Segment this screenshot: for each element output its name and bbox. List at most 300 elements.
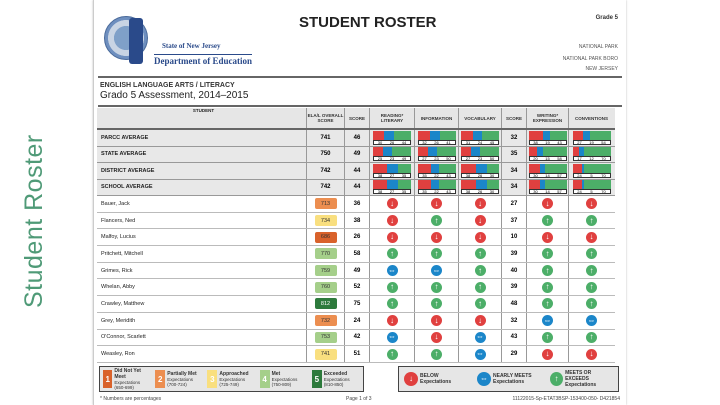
indicator-cell — [458, 346, 501, 362]
nearly-segment — [428, 147, 437, 156]
overall-cell — [306, 279, 344, 295]
conventions-cell — [568, 130, 614, 146]
overall-score-badge: 734 — [315, 215, 337, 226]
meets-arrow-icon: ↑ — [542, 282, 553, 293]
below-percent: 31 — [465, 139, 471, 145]
below-segment — [418, 131, 430, 140]
average-row — [97, 163, 615, 180]
below-segment — [573, 180, 582, 189]
level-range: (725-749) — [219, 382, 239, 387]
student-row — [97, 330, 615, 347]
indicator-cell — [369, 213, 414, 229]
indicator-cell — [526, 196, 568, 212]
writing-score: 40 — [501, 263, 526, 279]
expression-bar — [529, 131, 567, 145]
literary-cell — [369, 130, 414, 146]
meets-segment — [482, 131, 499, 140]
bar-values — [529, 173, 567, 178]
indicator-cell — [568, 279, 614, 295]
writing-score: 37 — [501, 213, 526, 229]
indicator-cell — [568, 263, 614, 279]
average-label: SCHOOL AVERAGE — [101, 184, 153, 191]
indicator-cell — [369, 346, 414, 362]
meets-percent: 50 — [446, 156, 451, 162]
expression-cell — [526, 180, 568, 196]
overall-score-badge: 760 — [315, 282, 337, 293]
legend-text — [565, 370, 613, 388]
meets-segment — [392, 147, 411, 156]
col-information: INFORMATION — [414, 108, 458, 128]
information-bar — [418, 147, 456, 161]
indicator-cell — [458, 213, 501, 229]
indicator-cell — [526, 246, 568, 262]
roster-table — [97, 108, 615, 363]
meets-segment — [398, 180, 411, 189]
level-sub: Expectations — [323, 377, 350, 382]
average-label: STATE AVERAGE — [101, 151, 147, 158]
indicator-cell — [458, 196, 501, 212]
nearly-percent: 26 — [389, 139, 395, 145]
stacked-bar — [418, 147, 456, 156]
below-segment — [418, 180, 431, 189]
bar-values — [418, 189, 456, 194]
student-name: Crawley, Matthew — [101, 300, 145, 307]
divider — [98, 76, 622, 78]
below-percent: 30 — [377, 139, 383, 145]
reading-score: 36 — [344, 196, 369, 212]
meets-arrow-icon: ↑ — [431, 215, 442, 226]
below-percent: 30 — [533, 189, 538, 195]
below-percent: 35 — [422, 189, 427, 195]
nearly-arrow-icon: ⇔ — [477, 372, 491, 386]
bar-values — [461, 173, 499, 178]
nearly-segment — [387, 164, 397, 173]
indicator-cell — [369, 196, 414, 212]
average-row — [97, 130, 615, 147]
information-bar — [418, 164, 456, 178]
below-arrow-icon: ↓ — [431, 198, 442, 209]
nearly-percent: 14 — [545, 189, 550, 195]
indicator-cell — [526, 346, 568, 362]
nearly-percent: 19 — [589, 139, 594, 145]
meets-segment — [398, 164, 411, 173]
student-row — [97, 313, 615, 330]
district-name: NATIONAL PARK BORO — [562, 56, 618, 62]
meets-percent: 43 — [446, 189, 451, 195]
bar-values — [529, 140, 567, 145]
below-percent: 35 — [422, 172, 427, 178]
indicator-cell — [568, 229, 614, 245]
legend-sub: Expectations — [565, 382, 597, 388]
performance-level-legend — [99, 366, 364, 392]
indicator-cell — [414, 229, 458, 245]
overall-cell — [306, 313, 344, 329]
meets-segment — [584, 180, 611, 189]
indicator-cell — [568, 196, 614, 212]
below-arrow-icon: ↓ — [542, 232, 553, 243]
below-segment — [461, 147, 471, 156]
reading-score: 38 — [344, 213, 369, 229]
vocabulary-cell — [458, 163, 501, 179]
literary-bar — [373, 147, 411, 161]
col-conventions: CONVENTIONS — [568, 108, 614, 128]
meets-percent: 70 — [601, 189, 606, 195]
below-segment — [461, 131, 473, 140]
level-number: 4 — [260, 370, 270, 388]
meets-segment — [487, 180, 499, 189]
legend-text — [493, 373, 532, 385]
below-arrow-icon: ↓ — [475, 215, 486, 226]
expression-bar — [529, 147, 567, 161]
meets-percent: 43 — [557, 139, 562, 145]
student-name: Grey, Meridith — [101, 317, 136, 324]
meets-arrow-icon: ↑ — [387, 349, 398, 360]
information-cell — [414, 180, 458, 196]
below-segment — [418, 147, 428, 156]
literary-cell — [369, 163, 414, 179]
subject-label: ENGLISH LANGUAGE ARTS / LITERACY — [100, 82, 235, 89]
bar-values — [418, 140, 456, 145]
legend-level-5 — [312, 370, 360, 388]
nearly-segment — [471, 147, 480, 156]
bar-values — [461, 189, 499, 194]
below-segment — [529, 164, 540, 173]
meets-arrow-icon: ↑ — [431, 282, 442, 293]
level-text — [219, 371, 248, 387]
student-name: Whelan, Abby — [101, 284, 135, 291]
student-name: Weasley, Ron — [101, 351, 135, 358]
meets-segment — [480, 147, 499, 156]
nearly-segment — [383, 147, 392, 156]
below-arrow-icon: ↓ — [475, 315, 486, 326]
overall-cell — [306, 196, 344, 212]
conventions-cell — [568, 180, 614, 196]
indicator-cell — [414, 196, 458, 212]
legend-text — [420, 373, 451, 385]
slide-title: Student Roster — [20, 134, 48, 308]
reading-score: 44 — [344, 163, 369, 179]
nearly-percent: 5 — [590, 172, 593, 178]
meets-arrow-icon: ↑ — [431, 248, 442, 259]
stacked-bar — [529, 131, 567, 140]
overall-score: 750 — [306, 147, 344, 163]
information-bar — [418, 180, 456, 194]
level-range: (700-724) — [167, 382, 187, 387]
indicator-cell — [568, 246, 614, 262]
expression-bar — [529, 180, 567, 194]
literary-label: LITERARY — [380, 118, 404, 123]
level-number: 1 — [103, 370, 112, 388]
below-percent: 38 — [377, 189, 383, 195]
indicator-cell — [414, 263, 458, 279]
stacked-bar — [461, 147, 499, 156]
indicator-cell — [369, 246, 414, 262]
indicator-cell — [369, 229, 414, 245]
expression-label: EXPRESSION — [532, 118, 563, 123]
student-row — [97, 346, 615, 363]
legend-label: MEETS OR EXCEEDS — [565, 370, 592, 382]
literary-bar — [373, 131, 411, 145]
below-arrow-icon: ↓ — [542, 198, 553, 209]
below-percent: 27 — [577, 139, 582, 145]
expression-cell — [526, 130, 568, 146]
level-label: Exceeded — [323, 371, 348, 377]
average-label: PARCC AVERAGE — [101, 134, 149, 141]
col-expression — [526, 108, 568, 128]
expression-bar — [529, 164, 567, 178]
meets-arrow-icon: ↑ — [387, 298, 398, 309]
stacked-bar — [373, 131, 411, 140]
overall-score-badge: 741 — [315, 349, 337, 360]
indicator-cell — [369, 313, 414, 329]
nj-map-icon — [129, 18, 143, 64]
meets-percent: 41 — [446, 139, 451, 145]
level-label: Partially Met — [167, 371, 197, 377]
meets-segment — [394, 131, 411, 140]
meets-percent: 43 — [446, 172, 451, 178]
nearly-segment — [431, 164, 439, 173]
indicator-cell — [526, 229, 568, 245]
below-arrow-icon: ↓ — [387, 215, 398, 226]
overall-cell — [306, 263, 344, 279]
level-text — [324, 371, 350, 387]
nearly-arrow-icon: ⇔ — [388, 332, 396, 342]
meets-arrow-icon: ↑ — [542, 332, 553, 343]
meets-segment — [440, 131, 456, 140]
below-percent: 38 — [465, 189, 471, 195]
reading-score: 75 — [344, 296, 369, 312]
vocabulary-cell — [458, 180, 501, 196]
below-segment — [461, 180, 476, 189]
meets-arrow-icon: ↑ — [586, 298, 597, 309]
legend-level-3 — [207, 370, 255, 388]
expectations-legend — [398, 366, 619, 392]
meets-percent: 70 — [601, 172, 606, 178]
logo-line2: Department of Education — [154, 56, 252, 66]
below-arrow-icon: ↓ — [387, 315, 398, 326]
meets-arrow-icon: ↑ — [475, 265, 486, 276]
below-segment — [461, 164, 476, 173]
below-segment — [373, 147, 383, 156]
bar-values — [529, 156, 567, 161]
nearly-percent: 23 — [477, 156, 483, 162]
stacked-bar — [418, 164, 456, 173]
indicator-cell — [526, 263, 568, 279]
vocabulary-bar — [461, 180, 499, 194]
meets-segment — [545, 164, 566, 173]
below-segment — [529, 180, 540, 189]
student-row — [97, 296, 615, 313]
below-percent: 20 — [533, 156, 538, 162]
below-arrow-icon: ↓ — [586, 232, 597, 243]
below-arrow-icon: ↓ — [431, 232, 442, 243]
overall-score: 742 — [306, 180, 344, 196]
level-sub: Expectations — [167, 377, 193, 382]
meets-segment — [439, 180, 455, 189]
below-segment — [573, 164, 582, 173]
meets-arrow-icon: ↑ — [542, 248, 553, 259]
col-vocabulary: VOCABULARY — [458, 108, 501, 128]
level-sub: Expectations — [114, 380, 141, 385]
level-text — [167, 371, 196, 387]
meets-arrow-icon: ↑ — [542, 298, 553, 309]
nearly-percent: 24 — [477, 139, 483, 145]
indicator-cell — [568, 346, 614, 362]
conventions-bar — [573, 131, 611, 145]
writing-score: 43 — [501, 330, 526, 346]
nearly-percent: 27 — [389, 172, 395, 178]
conventions-cell — [568, 163, 614, 179]
student-name: Bauer, Jack — [101, 200, 130, 207]
vocabulary-bar — [461, 131, 499, 145]
legend-below — [404, 372, 467, 386]
level-text — [272, 371, 298, 387]
indicator-cell — [568, 296, 614, 312]
meets-segment — [543, 147, 567, 156]
overall-cell — [306, 229, 344, 245]
below-segment — [373, 164, 387, 173]
average-label: DISTRICT AVERAGE — [101, 167, 155, 174]
below-segment — [529, 131, 543, 140]
nearly-arrow-icon: ⇔ — [476, 332, 484, 342]
indicator-cell — [458, 330, 501, 346]
conventions-bar — [573, 180, 611, 194]
nearly-percent: 27 — [389, 189, 395, 195]
reading-score: 46 — [344, 130, 369, 146]
nearly-segment — [430, 131, 440, 140]
below-percent: 24 — [577, 189, 582, 195]
assessment-title: Grado 5 Assessment, 2014–2015 — [100, 90, 249, 101]
student-roster-document — [93, 0, 626, 405]
meets-percent: 50 — [489, 156, 495, 162]
overall-score-badge: 770 — [315, 248, 337, 259]
indicator-cell — [414, 279, 458, 295]
bar-values — [461, 156, 499, 161]
overall-cell — [306, 296, 344, 312]
conventions-bar — [573, 164, 611, 178]
level-number: 5 — [312, 370, 322, 388]
indicator-cell — [568, 313, 614, 329]
meets-percent: 70 — [601, 156, 606, 162]
meets-percent: 30 — [489, 172, 495, 178]
nearly-percent: 15 — [545, 156, 550, 162]
indicator-cell — [414, 346, 458, 362]
student-row — [97, 229, 615, 246]
writing-score: 48 — [501, 296, 526, 312]
indicator-cell — [414, 313, 458, 329]
overall-score-badge: 713 — [315, 198, 337, 209]
indicator-cell — [369, 330, 414, 346]
meets-arrow-icon: ↑ — [542, 265, 553, 276]
overall-score-badge: 759 — [315, 265, 337, 276]
overall-cell — [306, 346, 344, 362]
reading-score: 44 — [344, 180, 369, 196]
stacked-bar — [373, 180, 411, 189]
meets-arrow-icon: ↑ — [431, 298, 442, 309]
reading-score: 52 — [344, 279, 369, 295]
meets-percent: 30 — [489, 189, 495, 195]
below-percent: 30 — [533, 172, 538, 178]
vocabulary-cell — [458, 130, 501, 146]
meets-percent: 45 — [489, 139, 495, 145]
student-name: Malfoy, Lucius — [101, 234, 136, 241]
nearly-percent: 5 — [590, 189, 593, 195]
information-cell — [414, 163, 458, 179]
legend-meets — [550, 370, 613, 388]
meets-percent: 57 — [557, 189, 562, 195]
below-segment — [529, 147, 537, 156]
page-title: STUDENT ROSTER — [299, 14, 437, 31]
njdoe-logo — [102, 16, 252, 66]
indicator-cell — [526, 296, 568, 312]
writing-score: 34 — [501, 180, 526, 196]
below-arrow-icon: ↓ — [475, 198, 486, 209]
writing-score: 35 — [501, 147, 526, 163]
meets-segment — [550, 131, 566, 140]
below-arrow-icon: ↓ — [404, 372, 418, 386]
below-arrow-icon: ↓ — [431, 315, 442, 326]
student-row — [97, 246, 615, 263]
meets-segment — [487, 164, 499, 173]
writing-score: 32 — [501, 313, 526, 329]
meets-segment — [437, 147, 456, 156]
reading-score: 51 — [344, 346, 369, 362]
below-percent: 38 — [465, 172, 471, 178]
level-range: (650-699) — [114, 385, 134, 390]
divider — [98, 105, 622, 107]
nearly-arrow-icon: ⇔ — [388, 265, 396, 275]
meets-segment — [439, 164, 455, 173]
below-arrow-icon: ↓ — [586, 198, 597, 209]
bar-values — [418, 173, 456, 178]
information-cell — [414, 130, 458, 146]
stacked-bar — [418, 180, 456, 189]
level-sub: Expectations — [219, 377, 246, 382]
student-row — [97, 263, 615, 280]
col-literary — [369, 108, 414, 128]
meets-arrow-icon: ↑ — [550, 372, 563, 386]
indicator-cell — [414, 296, 458, 312]
indicator-cell — [568, 330, 614, 346]
vocabulary-cell — [458, 147, 501, 163]
meets-segment — [545, 180, 566, 189]
legend-level-4 — [260, 370, 308, 388]
meets-segment — [584, 164, 611, 173]
indicator-cell — [526, 313, 568, 329]
document-code: 11122015-Sp-ETAT3BSP-153400-050- D421854 — [512, 396, 620, 402]
meets-arrow-icon: ↑ — [475, 298, 486, 309]
footnote: * Numbers are percentages — [100, 396, 162, 402]
meets-percent: 49 — [401, 156, 407, 162]
meets-percent: 54 — [601, 139, 606, 145]
writing-group: WRITING* — [536, 113, 559, 118]
meets-arrow-icon: ↑ — [586, 332, 597, 343]
below-segment — [418, 164, 431, 173]
logo-line1: State of New Jersey — [162, 42, 221, 50]
stacked-bar — [529, 164, 567, 173]
reading-score: 42 — [344, 330, 369, 346]
level-number: 3 — [207, 370, 217, 388]
conventions-cell — [568, 147, 614, 163]
indicator-cell — [458, 296, 501, 312]
bar-values — [373, 189, 411, 194]
indicator-cell — [526, 279, 568, 295]
meets-percent: 44 — [401, 139, 407, 145]
stacked-bar — [573, 147, 611, 156]
bar-values — [373, 156, 411, 161]
indicator-cell — [458, 313, 501, 329]
nearly-segment — [583, 131, 590, 140]
